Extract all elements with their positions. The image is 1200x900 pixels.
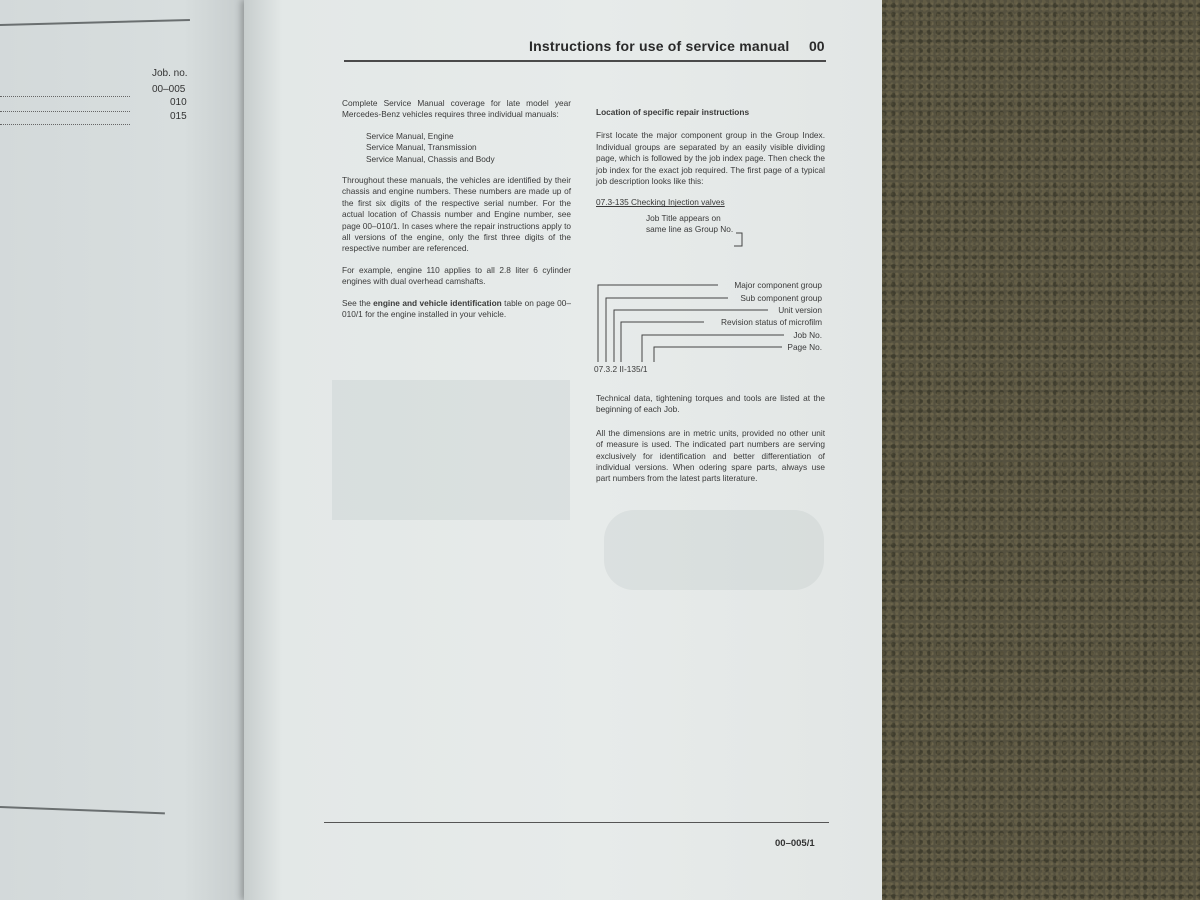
diagram-label-major-group: Major component group — [734, 280, 822, 290]
page-number: 00–005/1 — [775, 838, 815, 849]
diagram-code: 07.3.2 II-135/1 — [594, 364, 648, 374]
example-job-title: 07.3-135 Checking Injection valves — [596, 197, 725, 208]
job-number: 010 — [170, 97, 187, 108]
locate-paragraph: First locate the major component group in the Group Index. Individual groups are separated by an easily visible dividing page, which is followed by the job index page. Then check the job index for the exact job required. The first page of a typical job description looks like this: — [596, 130, 825, 187]
footer-rule — [324, 822, 829, 823]
diagram-label-page-no: Page No. — [787, 342, 822, 352]
manual-item: Service Manual, Transmission — [366, 142, 477, 153]
left-column — [342, 98, 571, 321]
page-title: Instructions for use of service manual — [529, 38, 790, 54]
dimensions-paragraph: All the dimensions are in metric units, provided no other unit of measure is used. The indicated part numbers are serving exclusively for identification and better differentiation of individual versions. When odering spare parts, always use part numbers from the latest parts literature. — [596, 427, 825, 484]
location-heading: Location of specific repair instructions — [596, 107, 750, 117]
dot-leader — [0, 96, 130, 97]
bleed-through-shadow — [604, 510, 824, 590]
manual-item: Service Manual, Chassis and Body — [366, 153, 495, 164]
job-title-note: same line as Group No. — [646, 224, 734, 235]
identification-table-reference: engine and vehicle identification — [373, 297, 502, 308]
right-column — [596, 107, 825, 236]
job-no-header: Job. no. — [152, 68, 188, 79]
diagram-label-unit-version: Unit version — [778, 305, 822, 315]
manual-item: Service Manual, Engine — [366, 130, 454, 141]
header-rule — [344, 60, 826, 62]
left-top-rule — [0, 19, 190, 26]
job-number: 00–005 — [152, 84, 186, 95]
see-table-paragraph: See the engine and vehicle identification table on page 00–010/1 for the engine installed in your vehicle. — [342, 297, 571, 320]
right-page — [244, 0, 882, 900]
group-number: 00 — [809, 38, 825, 54]
technical-paragraph: Technical data, tightening torques and tools are listed at the beginning of each Job. — [596, 393, 825, 415]
bleed-through-shadow — [332, 380, 570, 520]
diagram-label-sub-group: Sub component group — [740, 293, 822, 303]
dot-leader — [0, 111, 130, 112]
job-title-note: Job Title appears on — [646, 212, 721, 223]
right-column-lower — [596, 393, 825, 485]
identification-paragraph: Throughout these manuals, the vehicles are identified by their chassis and engine numbers. These numbers are made up of the first six digits of the respective serial number. For the actual location of Chassis number and Engine number, see page 00–010/1. In cases where the repair instructions apply to all versions of the engine, only the first three digits of the respective number are referenced. — [342, 175, 571, 254]
diagram-label-job-no: Job No. — [793, 330, 822, 340]
job-number-diagram — [594, 276, 834, 386]
left-page — [0, 0, 262, 900]
job-number: 015 — [170, 111, 187, 122]
diagram-label-revision: Revision status of microfilm — [721, 317, 822, 327]
dot-leader — [0, 124, 130, 125]
carpet-background — [860, 0, 1200, 900]
intro-paragraph: Complete Service Manual coverage for late model year Mercedes-Benz vehicles requires three individual manuals: — [342, 98, 571, 120]
example-paragraph: For example, engine 110 applies to all 2.8 liter 6 cylinder engines with dual overhead camshafts. — [342, 264, 571, 287]
left-bottom-rule — [0, 806, 165, 814]
